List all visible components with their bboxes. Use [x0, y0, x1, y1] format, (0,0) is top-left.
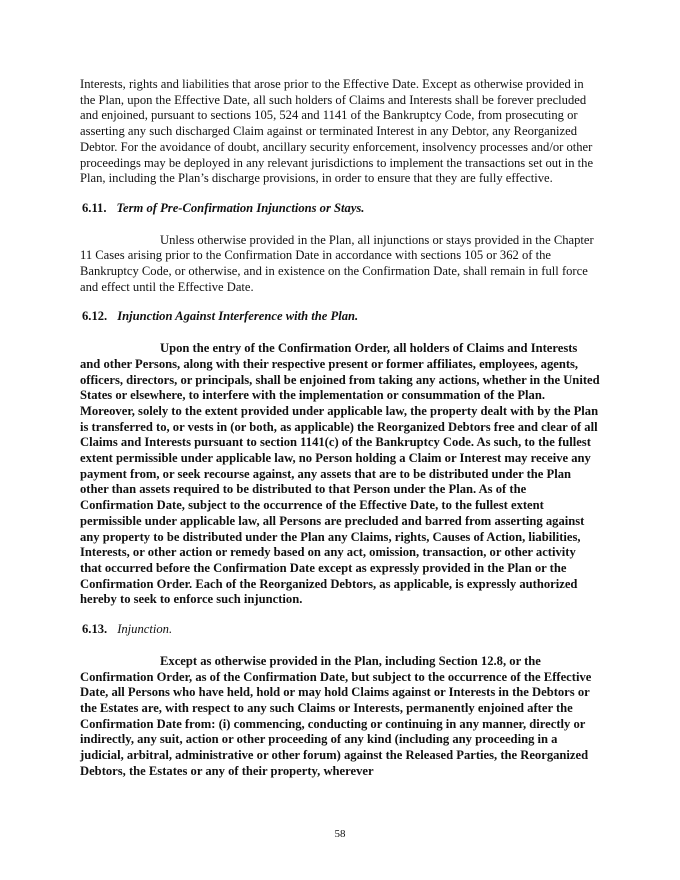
section-title: Injunction Against Interference with the Plan. [117, 309, 359, 324]
section-title: Injunction. [117, 622, 173, 637]
section-number: 6.11. [82, 200, 107, 215]
section-number: 6.12. [82, 309, 108, 324]
page-number: 58 [334, 828, 346, 840]
document-page [80, 77, 600, 779]
section-heading-6-12 [80, 309, 600, 325]
section-body-6-11: Unless otherwise provided in the Plan, all injunctions or stays provided in the Chapter 11 Cases arising prior to the Confirmation Date in accordance with sections 105 or 362 of the Bankruptcy Code, or otherwise, and in existence on the Confirmation Date, shall remain in full force and effect until the Effective Date. [80, 232, 594, 294]
section-heading-6-13 [80, 622, 600, 638]
body-paragraph: Interests, rights and liabilities that arose prior to the Effective Date. Except as otherwise provided in the Plan, upon the Effective Date, all such holders of Claims and Interests shall be forever precluded and enjoined, pursuant to sections 105, 524 and 1141 of the Bankruptcy Code, from prosecuting or asserting any such discharged Claim against or terminated Interest in any Debtor, any Reorganized Debtor. For the avoidance of doubt, ancillary security enforcement, insolvency processes and/or other proceedings may be deployed in any relevant jurisdictions to implement the transactions set out in the Plan, including the Plan’s discharge provisions, in order to ensure that they are fully effective. [80, 77, 594, 186]
section-title: Term of Pre-Confirmation Injunctions or Stays. [116, 200, 365, 215]
section-body-6-12: Upon the entry of the Confirmation Order, all holders of Claims and Interests and other Persons, along with their respective present or former affiliates, employees, agents, officers, directors, or principals, shall be enjoined from taking any actions, whether in the United States or elsewhere, to interfere with the implementation or consummation of the Plan. Moreover, solely to the extent provided under applicable law, the property dealt with by the Plan is transferred to, or vests in (or both, as applicable) the Reorganized Debtors free and clear of all Claims and Interests pursuant to section 1141(c) of the Bankruptcy Code. As such, to the fullest extent permissible under applicable law, no Person holding a Claim or Interest may receive any payment from, or seek recourse against, any assets that are to be distributed under the Plan other than assets required to be distributed to that Person under the Plan. As of the Confirmation Date, subject to the occurrence of the Effective Date, to the fullest extent permissible under applicable law, all Persons are precluded and barred from asserting against any property to be distributed under the Plan any Claims, rights, Causes of Action, liabilities, Interests, or other action or remedy based on any act, omission, transaction, or other activity that occurred before the Confirmation Date except as expressly provided in the Plan or the Confirmation Order. Each of the Reorganized Debtors, as applicable, is expressly authorized hereby to seek to enforce such injunction. [80, 341, 600, 607]
section-number: 6.13. [82, 622, 108, 637]
section-body-6-13: Except as otherwise provided in the Plan, including Section 12.8, or the Confirmation Order, as of the Confirmation Date, but subject to the occurrence of the Effective Date, all Persons who have held, hold or may hold Claims against or Interests in the Debtors or the Estates are, with respect to any such Claims or Interests, permanently enjoined after the Confirmation Date from: (i) commencing, conducting or continuing in any manner, directly or indirectly, any suit, action or other proceeding of any kind (including any proceeding in a judicial, arbitral, administrative or other forum) against the Released Parties, the Reorganized Debtors, the Estates or any of their property, wherever [80, 653, 592, 778]
section-heading-6-11 [80, 201, 600, 217]
